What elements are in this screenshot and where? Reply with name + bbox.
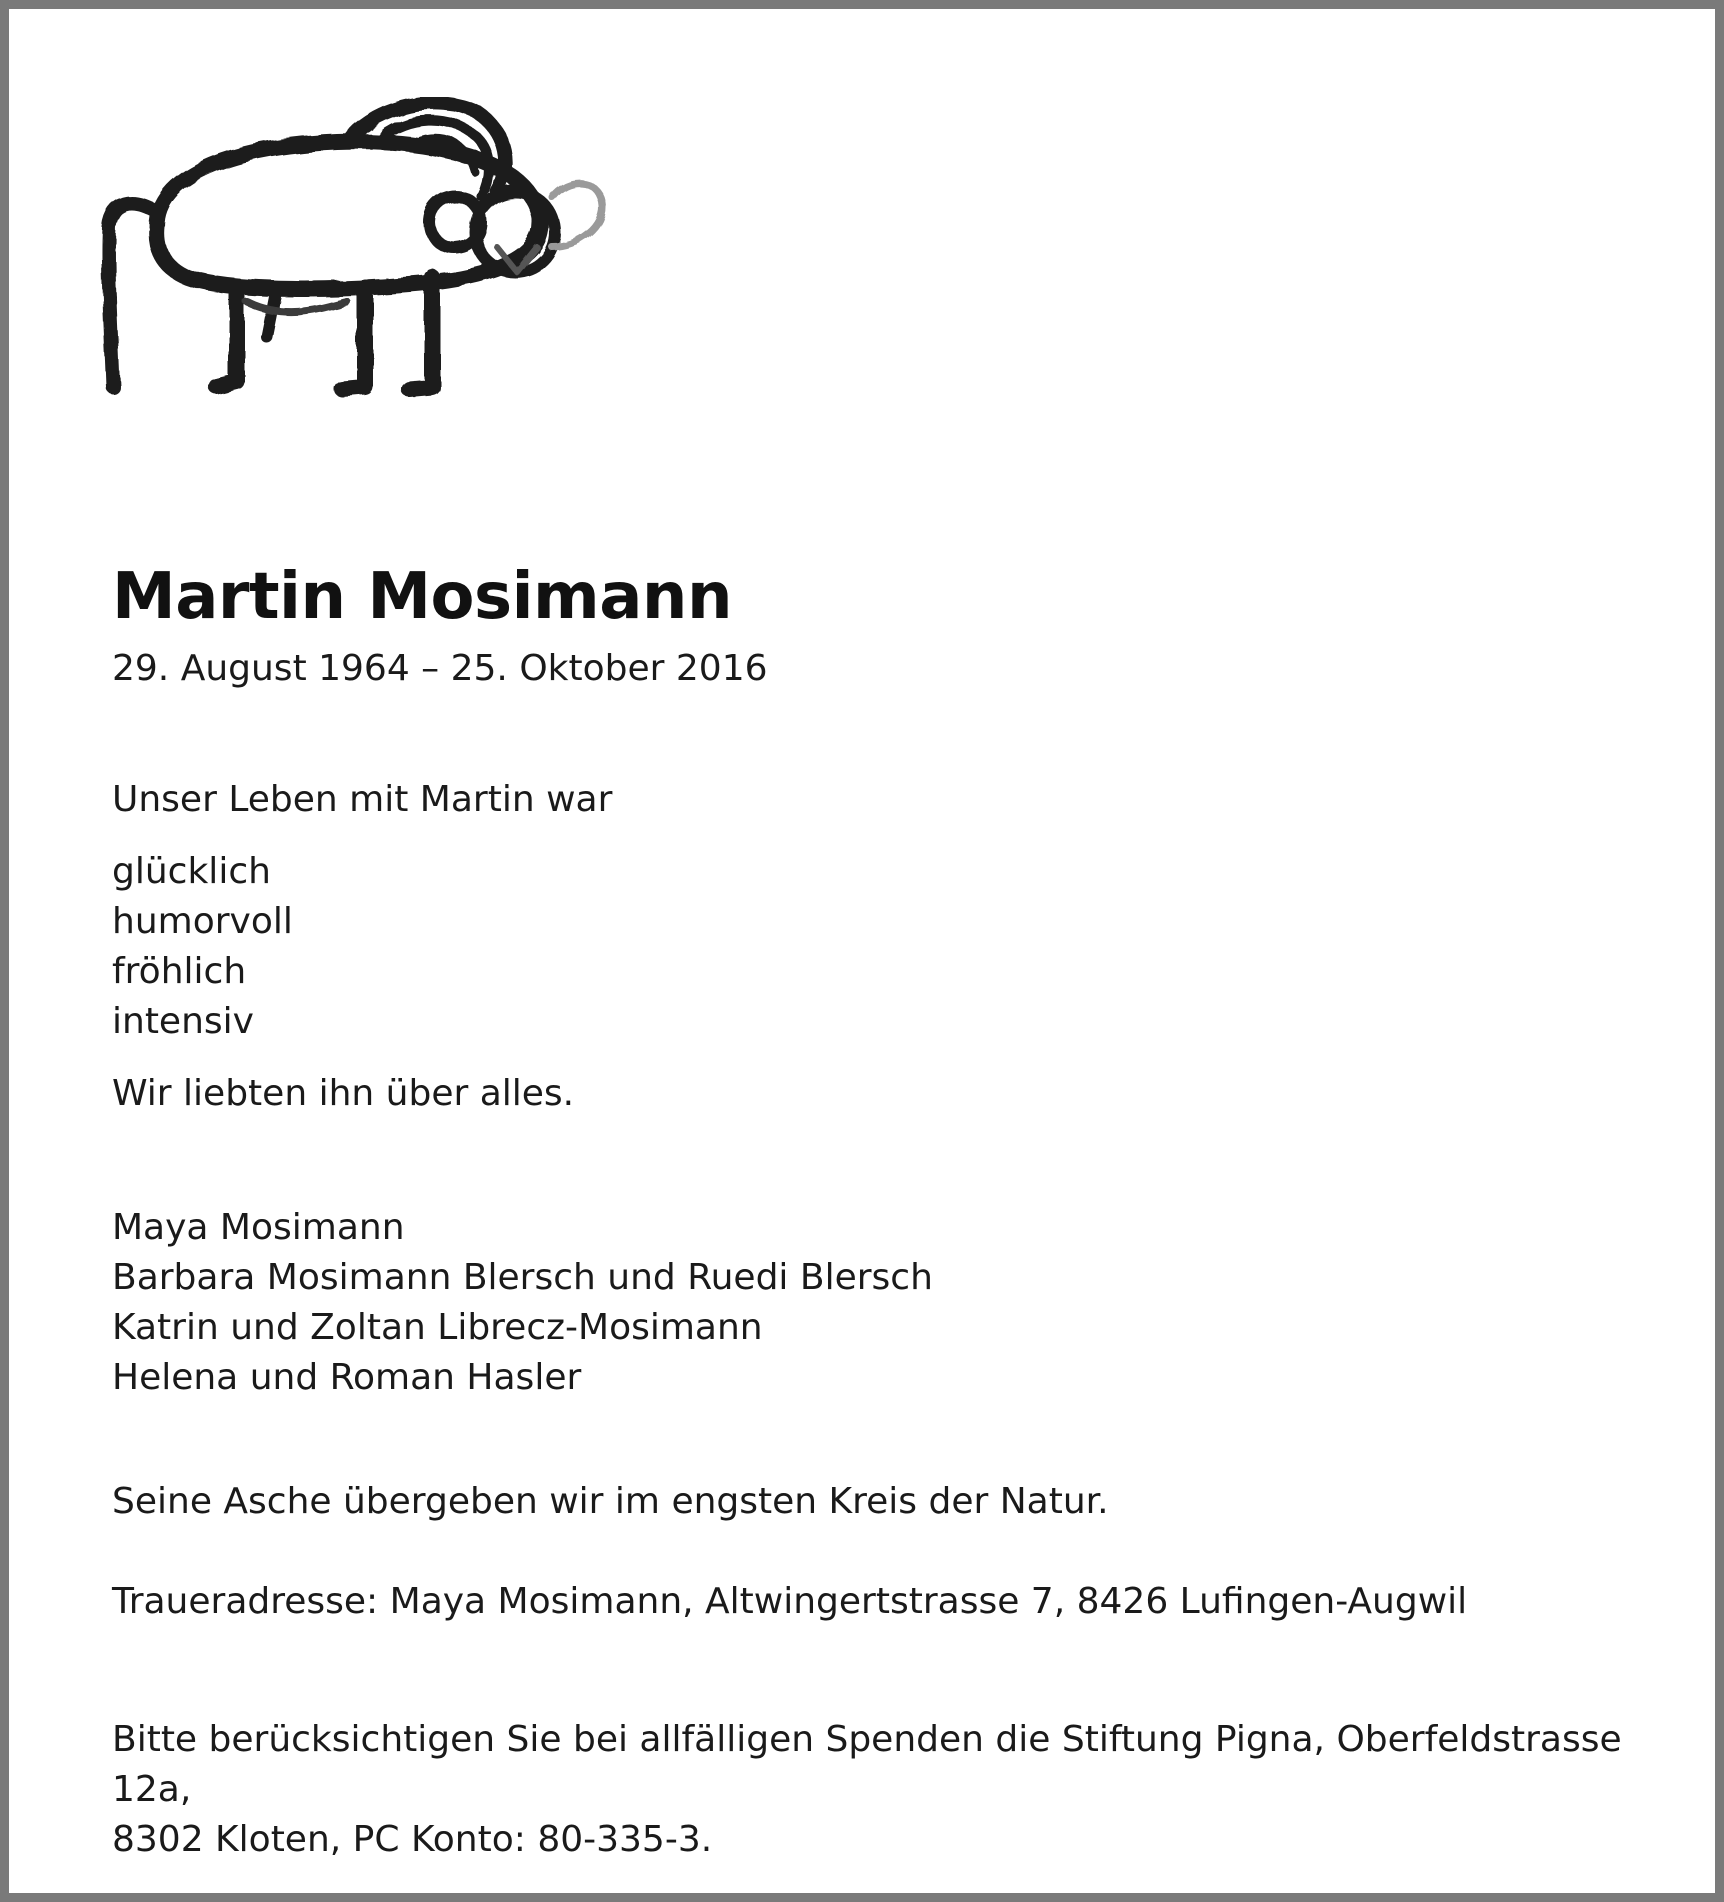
- qualities-list: [112, 847, 1672, 1047]
- donation-request: Bitte berücksichtigen Sie bei allfälligen Spenden die Stiftung Pigna, Oberfeldstrasse 12a,: [112, 1719, 1622, 1810]
- quality-item: fröhlich: [112, 951, 247, 992]
- mourning-address: Traueradresse: Maya Mosimann, Altwingertstrasse 7, 8426 Lufingen-Augwil: [112, 1581, 1468, 1622]
- closing-line: Wir liebten ihn über alles.: [112, 1073, 575, 1114]
- obituary-content: [112, 549, 1672, 1865]
- mourner-name: Maya Mosimann: [112, 1207, 405, 1248]
- intro-line: Unser Leben mit Martin war: [112, 779, 613, 820]
- mourner-name: Barbara Mosimann Blersch und Ruedi Blersch: [112, 1257, 933, 1298]
- mourners-list: [112, 1203, 1672, 1403]
- life-dates: 29. August 1964 – 25. Oktober 2016: [112, 648, 768, 689]
- ram-drawing-icon: [97, 97, 737, 487]
- ashes-statement: Seine Asche übergeben wir im engsten Kreis der Natur.: [112, 1481, 1109, 1522]
- quality-item: humorvoll: [112, 901, 293, 942]
- mourner-name: Helena und Roman Hasler: [112, 1357, 582, 1398]
- quality-item: glücklich: [112, 851, 271, 892]
- donation-account: 8302 Kloten, PC Konto: 80-335-3.: [112, 1819, 713, 1860]
- mourner-name: Katrin und Zoltan Librecz-Mosimann: [112, 1307, 763, 1348]
- quality-item: intensiv: [112, 1001, 254, 1042]
- deceased-name: Martin Mosimann: [112, 560, 732, 634]
